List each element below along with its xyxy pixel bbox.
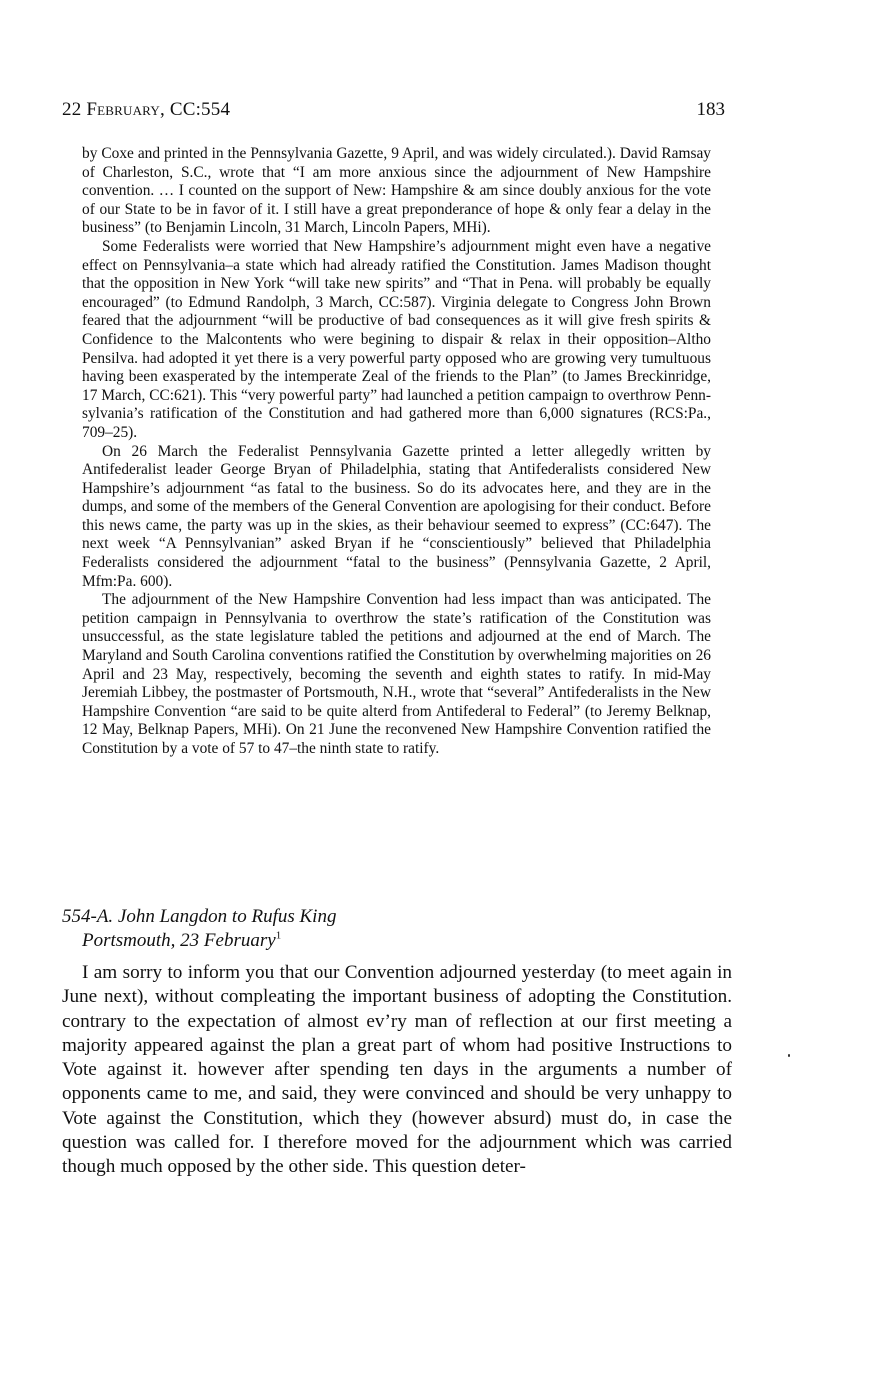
letter-body — [62, 961, 732, 1180]
scan-speck — [788, 1054, 790, 1057]
intro-paragraph-2: Some Federalists were worried that New Hampshire’s adjournment might even have a negative effect on Pennsylvania–a state which had already ratified the Constitution. James Madison thought that the opposition in New York “will take new spirits” and “That in Pena. will probably be equally encouraged” (to Edmund Randolph, 3 March, CC:587). Virginia delegate to Congress John Brown feared that the adjournment “will be productive of bad consequences as it will give fresh spirits & Confidence to the Malcontents who were begining to dispair & relax in their opposition–Altho Pensilva. had adopted it yet there is a very powerful party opposed who are growing very tumultuous having been exasperated by the intemperate Zeal of the friends to the Plan” (to James Breckinridge, 17 March, CC:621). This “very powerful party” had launched a petition campaign to overthrow Pennsylvania’s ratification of the Constitution and had gathered more than 6,000 signatures (RCS:Pa., 709–25). — [82, 237, 711, 441]
letter-paragraph: I am sorry to inform you that our Convention adjourned yesterday (to meet again in June next), without compleating the important business of adopting the Constitution. contrary to the expectation of almost ev’ry man of reflection at our first meeting a majority appeared against the plan a great part of whom had positive Instructions to Vote against it. however after spending ten days in the arguments a number of opponents came to me, and said, they were convinced and should be very unhappy to Vote against the Constitution, which they (however absurd) must do, in case the question was called for. I therefore moved for the adjournment which was carried though much opposed by the other side. This question deter- — [62, 962, 732, 1178]
intro-paragraph-4: The adjournment of the New Hampshire Convention had less impact than was anticipated. The petition campaign in Pennsylvania to overthrow the state’s ratification of the Constitution was unsuccessful, as the state legislature tabled the petitions and adjourned at the end of March. The Maryland and South Carolina conventions ratified the Constitution by overwhelming majorities on 26 April and 23 May, respectively, becoming the seventh and eighth states to ratify. In mid-May Jeremiah Libbey, the postmaster of Portsmouth, N.H., wrote that “several” Antifederalists in the New Hampshire Convention “are said to be quite alterd from Antifederal to Federal” (to Jeremy Belknap, 12 May, Belknap Papers, MHi). On 21 June the reconvened New Hampshire Convention ratified the Constitution by a vote of 57 to 47–the ninth state to ratify. — [82, 591, 711, 757]
running-head-month: February — [86, 99, 160, 120]
page-number: 183 — [696, 99, 725, 120]
document-place-date: Portsmouth, 23 February$^1$ — [82, 929, 282, 951]
running-head-section: 22 February, CC:554 — [62, 99, 231, 120]
document-heading — [62, 905, 722, 953]
editorial-note — [82, 145, 711, 759]
intro-paragraph-3: On 26 March the Federalist Pennsylvania Gazette printed a letter allegedly written by Antifederalist leader George Bryan of Philadelphia, stating that Antifederalists considered New Hampshire’s adjournment “as fatal to the business. So do its advocates here, and they are in the dumps, and some of the members of the General Convention are apologising for their conduct. Before this news came, the party was up in the skies, as their behaviour seemed to express” (CC:647). The next week “A Pennsylvanian” asked Bryan if he “conscientiously” believed that Philadelphia Federalists considered the adjournment “fatal to the business” (Pennsylvania Gazette, 2 April, Mfm:Pa. 600). — [82, 442, 711, 590]
document-title: 554-A. John Langdon to Rufus King — [62, 906, 337, 927]
footnote-marker[interactable]: 1 — [275, 929, 282, 942]
intro-paragraph-1: by Coxe and printed in the Pennsylvania Gazette, 9 April, and was widely circulated.). David Ramsay of Charleston, S.C., wrote that “I am more anxious since the adjournment of New Hampshire convention. … I counted on the support of New: Hampshire & am since doubly anxious for the vote of our State to be in favor of it. I still have a great preponderance of hope & only fear a delay in the business” (to Benjamin Lincoln, 31 March, Lincoln Papers, MHi). — [82, 145, 711, 237]
running-head — [62, 99, 725, 123]
